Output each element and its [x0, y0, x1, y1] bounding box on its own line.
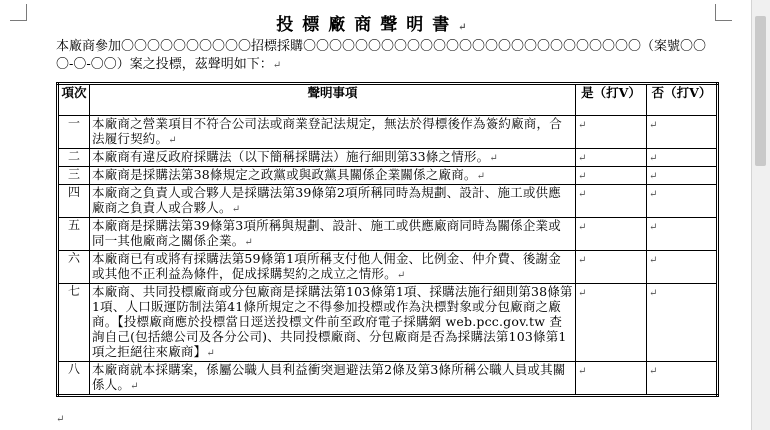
no-checkbox-cell[interactable]: ↵ [647, 116, 718, 149]
declaration-text: 本廠商是採購法第39條第3項所稱與規劃、設計、施工或供應廠商同時為關係企業或同一其他廠商之關係企業。↵ [90, 218, 576, 251]
declaration-text: 本廠商是採購法第38條規定之政黨或與政黨具關係企業關係之廠商。↵ [90, 167, 576, 185]
header-yes: 是（打V） [576, 84, 647, 116]
intro-paragraph: 本廠商參加〇〇〇〇〇〇〇〇〇〇招標採購〇〇〇〇〇〇〇〇〇〇〇〇〇〇〇〇〇〇〇〇〇〇〇〇〇〇（案號〇〇〇-〇-〇〇）案之投標，茲聲明如下：↵ [56, 39, 707, 72]
declaration-text: 本廠商已有或將有採購法第59條第1項所稱支付他人佣金、比例金、仲介費、後謝金或其他不正利益為條件，促成採購契約之成立之情形。↵ [90, 251, 576, 284]
table-row [58, 218, 718, 251]
declaration-text: 本廠商就本採購案，係屬公職人員利益衝突迴避法第2條及第3條所稱公職人員或其關係人。↵ [90, 362, 576, 396]
item-number: 二 [58, 149, 90, 167]
declaration-text: 本廠商有違反政府採購法（以下簡稱採購法）施行細則第33條之情形。↵ [90, 149, 576, 167]
yes-checkbox-cell[interactable]: ↵ [576, 362, 647, 396]
declaration-text: 本廠商之負責人或合夥人是採購法第39條第2項所稱同時為規劃、設計、施工或供應廠商之負責人或合夥人。↵ [90, 185, 576, 218]
no-checkbox-cell[interactable]: ↵ [647, 362, 718, 396]
no-checkbox-cell[interactable]: ↵ [647, 149, 718, 167]
item-number: 四 [58, 185, 90, 218]
declaration-table [56, 82, 719, 397]
item-number: 八 [58, 362, 90, 396]
header-declaration: 聲明事項 [90, 84, 576, 116]
yes-checkbox-cell[interactable]: ↵ [576, 284, 647, 362]
no-checkbox-cell[interactable]: ↵ [647, 251, 718, 284]
item-number: 五 [58, 218, 90, 251]
yes-checkbox-cell[interactable]: ↵ [576, 218, 647, 251]
header-no: 否（打V） [647, 84, 718, 116]
paragraph-mark: ↵ [56, 414, 65, 425]
table-row [58, 116, 718, 149]
table-row [58, 362, 718, 396]
item-number: 七 [58, 284, 90, 362]
item-number: 六 [58, 251, 90, 284]
declaration-text: 本廠商之營業項目不符合公司法或商業登記法規定，無法於得標後作為簽約廠商，合法履行契約。↵ [90, 116, 576, 149]
scrollbar-thumb[interactable] [755, 16, 766, 166]
table-row [58, 167, 718, 185]
no-checkbox-cell[interactable]: ↵ [647, 185, 718, 218]
no-checkbox-cell[interactable]: ↵ [647, 167, 718, 185]
yes-checkbox-cell[interactable]: ↵ [576, 251, 647, 284]
item-number: 一 [58, 116, 90, 149]
yes-checkbox-cell[interactable]: ↵ [576, 185, 647, 218]
item-number: 三 [58, 167, 90, 185]
table-row [58, 149, 718, 167]
header-item-number: 項次 [58, 84, 90, 116]
table-row [58, 284, 718, 362]
yes-checkbox-cell[interactable]: ↵ [576, 167, 647, 185]
yes-checkbox-cell[interactable]: ↵ [576, 116, 647, 149]
paragraph-mark: ↵ [458, 22, 476, 33]
paragraph-mark: ↵ [272, 60, 282, 71]
table-row [58, 251, 718, 284]
document-title: 投標廠商聲明書↵ [276, 15, 476, 35]
table-header-row [58, 84, 718, 116]
table-row [58, 185, 718, 218]
no-checkbox-cell[interactable]: ↵ [647, 284, 718, 362]
no-checkbox-cell[interactable]: ↵ [647, 218, 718, 251]
vertical-scrollbar[interactable] [751, 0, 770, 430]
declaration-text: 本廠商、共同投標廠商或分包廠商是採購法第103條第1項、採購法施行細則第38條第1項、人口販運防制法第41條所規定之不得參加投標或作為決標對象或分包廠商之廠商。【投標廠商應於投標當日逕送投標文件前至政府電子採購網 web.pcc.gov.tw 查詢自己(包括總公司及各分公司)、共同投標廠商、分包廠商是否為採購法第103條第1項之拒絕往來廠商】↵ [90, 284, 576, 362]
yes-checkbox-cell[interactable]: ↵ [576, 149, 647, 167]
